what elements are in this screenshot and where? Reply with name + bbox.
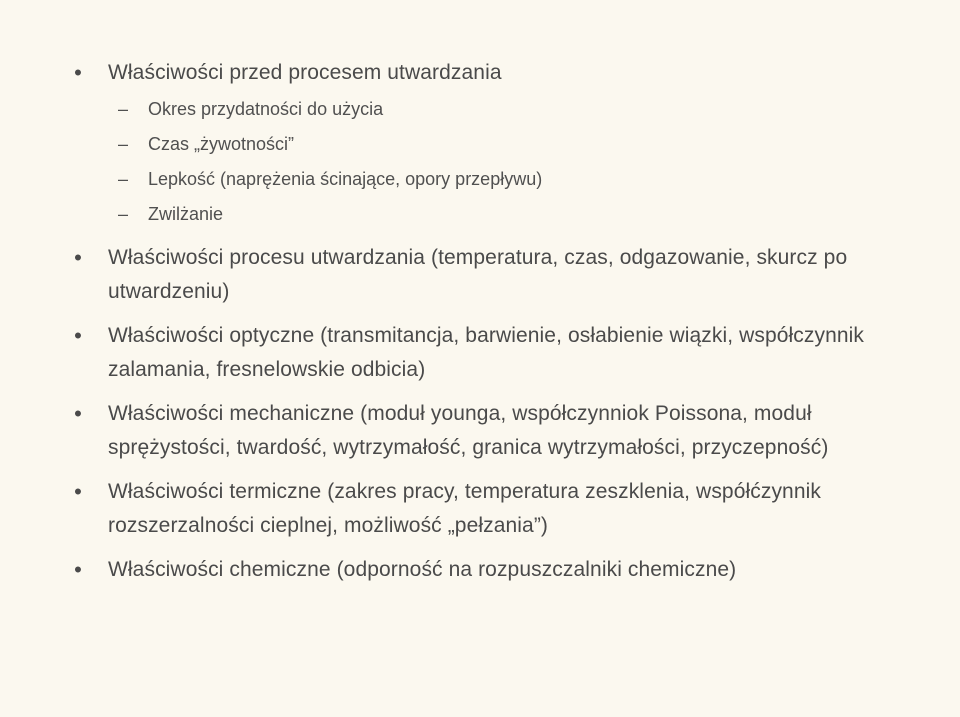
bullet-icon: • (74, 401, 82, 426)
bullet-item (68, 397, 908, 465)
bullet-text: Właściwości termiczne (zakres pracy, temperatura zeszklenia, współćzynnik rozszerzalności cieplnej, możliwość „pełzania”) (108, 480, 821, 537)
sub-item-text: Lepkość (naprężenia ścinające, opory przepływu) (148, 169, 543, 189)
dash-icon: – (118, 204, 129, 224)
bullet-text: Właściwości chemiczne (odporność na rozpuszczalniki chemiczne) (108, 558, 737, 581)
bullet-item (68, 241, 908, 309)
bullet-text: Właściwości mechaniczne (moduł younga, współczynniok Poissona, moduł sprężystości, twardość, wytrzymałość, granica wytrzymałości, przyczepność) (108, 402, 829, 459)
bullet-text: Właściwości optyczne (transmitancja, barwienie, osłabienie wiązki, współczynnik zalamania, fresnelowskie odbicia) (108, 324, 865, 381)
bullet-text: Właściwości przed procesem utwardzania (108, 61, 502, 84)
sub-item-text: Zwilżanie (148, 204, 224, 224)
sub-item (68, 92, 908, 126)
bullet-item (68, 319, 908, 387)
bullet-item (68, 475, 908, 543)
bullet-list (68, 56, 908, 597)
bullet-icon: • (74, 479, 82, 504)
bullet-icon: • (74, 245, 82, 270)
bullet-item (68, 553, 908, 587)
bullet-icon: • (74, 557, 82, 582)
dash-icon: – (118, 134, 129, 154)
bullet-text: Właściwości procesu utwardzania (temperatura, czas, odgazowanie, skurcz po utwardzeniu) (108, 246, 848, 303)
dash-icon: – (118, 169, 129, 189)
sub-item (68, 197, 908, 231)
sub-item-text: Czas „żywotności” (148, 134, 295, 154)
sub-item-text: Okres przydatności do użycia (148, 99, 384, 119)
bullet-icon: • (74, 60, 82, 85)
bullet-icon: • (74, 323, 82, 348)
dash-icon: – (118, 99, 129, 119)
bullet-item (68, 56, 908, 90)
sub-item (68, 127, 908, 161)
sub-item (68, 162, 908, 196)
